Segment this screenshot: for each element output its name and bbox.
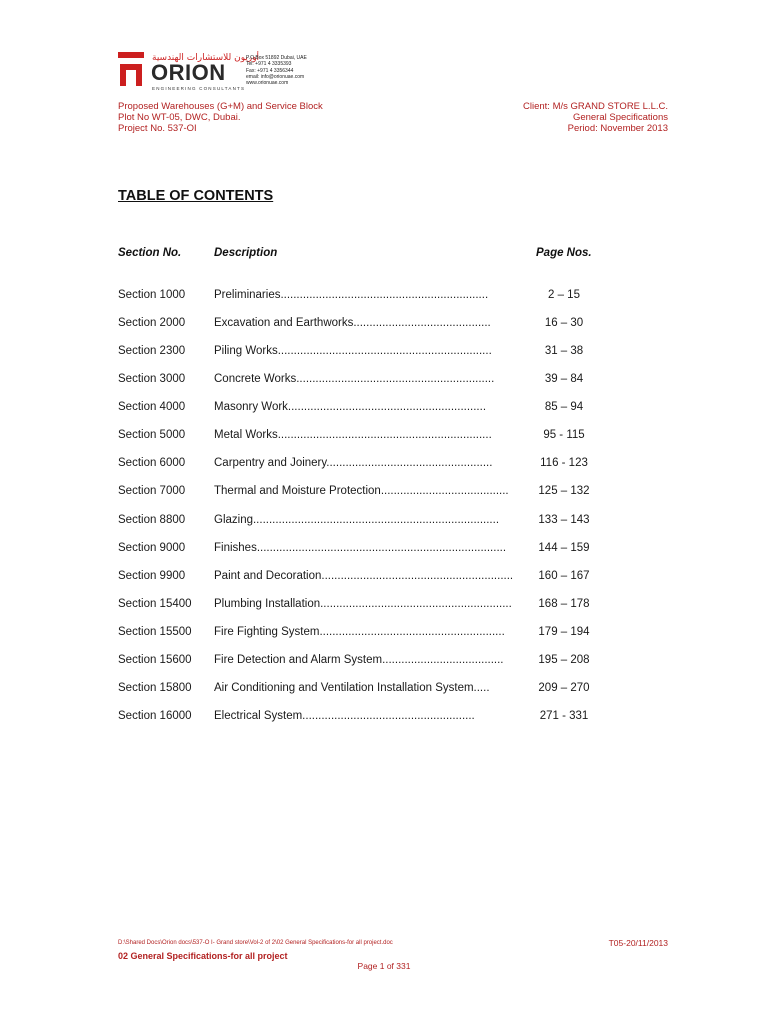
contact-tel: Tel: +971 4 3335393: [246, 61, 292, 68]
toc-description: Plumbing Installation............................................................: [214, 597, 512, 610]
toc-page-range: 179 – 194: [538, 625, 590, 638]
toc-section-number: Section 2300: [118, 345, 186, 358]
toc-section-number: Section 15400: [118, 597, 192, 610]
toc-page-range: 133 – 143: [538, 513, 590, 526]
toc-section-number: Section 3000: [118, 373, 186, 386]
toc-row: [0, 514, 768, 542]
toc-row: [0, 710, 768, 738]
toc-description: Electrical System......................................................: [214, 709, 475, 722]
toc-description: Preliminaries.................................................................: [214, 289, 489, 301]
toc-page-range: 31 – 38: [544, 345, 584, 358]
column-header-section: Section No.: [118, 247, 182, 259]
toc-section-number: Section 4000: [118, 401, 186, 414]
toc-row: [0, 317, 768, 345]
contact-pobox: P.O.Box 51892 Dubai, UAE: [246, 55, 307, 61]
toc-page-range: 39 – 84: [544, 373, 584, 386]
contact-fax: Fax: +971 4 3356344: [246, 67, 294, 74]
toc-page-range: 271 - 331: [539, 709, 589, 722]
toc-section-number: Section 5000: [118, 429, 186, 442]
page-title: TABLE OF CONTENTS: [118, 188, 274, 204]
toc-row: [0, 289, 768, 317]
project-title: Proposed Warehouses (G+M) and Service Block: [118, 101, 323, 112]
toc-page-range: 144 – 159: [538, 541, 590, 554]
orion-logo-mark-icon: [118, 52, 144, 86]
toc-description: Fire Detection and Alarm System......................................: [214, 653, 504, 666]
toc-description: Fire Fighting System..........................................................: [214, 625, 505, 638]
toc-description: Piling Works...................................................................: [214, 345, 492, 358]
toc-page-range: 95 - 115: [543, 429, 585, 442]
client-name: Client: M/s GRAND STORE L.L.C.: [523, 101, 668, 112]
toc-page-range: 116 - 123: [540, 457, 588, 470]
toc-description: Metal Works...................................................................: [214, 429, 492, 442]
toc-section-number: Section 9900: [118, 569, 186, 582]
footer-page-number: Page 1 of 331: [357, 961, 411, 971]
toc-row: [0, 345, 768, 373]
toc-page-range: 85 – 94: [544, 401, 584, 414]
contact-web: www.orionuae.com: [246, 80, 289, 87]
toc-description: Air Conditioning and Ventilation Installation System.....: [214, 681, 490, 694]
toc-section-number: Section 16000: [118, 709, 192, 722]
toc-page-range: 168 – 178: [538, 597, 590, 610]
toc-section-number: Section 15600: [118, 653, 192, 666]
toc-description: Thermal and Moisture Protection........................................: [214, 485, 509, 498]
column-header-description: Description: [214, 247, 278, 259]
toc-description: Excavation and Earthworks...........................................: [214, 317, 491, 330]
document-type: General Specifications: [572, 112, 668, 123]
toc-page-range: 209 – 270: [538, 681, 590, 694]
toc-description: Paint and Decoration............................................................: [214, 569, 514, 582]
contact-block: [246, 55, 307, 86]
toc-section-number: Section 15800: [118, 681, 192, 694]
toc-row: [0, 401, 768, 429]
footer-doc-name: 02 General Specifications-for all project: [118, 951, 288, 961]
toc-page-range: 125 – 132: [538, 485, 590, 498]
toc-section-number: Section 15500: [118, 625, 192, 638]
toc-row: [0, 570, 768, 598]
toc-section-number: Section 8800: [118, 513, 186, 526]
toc-description: Carpentry and Joinery....................................................: [214, 457, 493, 470]
toc-page-range: 2 – 15: [548, 289, 580, 301]
footer-doc-code: T05-20/11/2013: [608, 938, 668, 948]
toc-row: [0, 542, 768, 570]
toc-row: [0, 485, 768, 513]
toc-description: Glazing.............................................................................: [214, 513, 500, 526]
plot-number: Plot No WT-05, DWC, Dubai.: [118, 112, 241, 123]
toc-description: Concrete Works..............................................................: [214, 373, 495, 386]
toc-page-range: 160 – 167: [538, 569, 590, 582]
footer-file-path: D:\Shared Docs\Orion docs\537-O I- Grand store\Vol-2 of 2\02 General Specifications-for all project.doc: [118, 940, 393, 946]
period: Period: November 2013: [567, 123, 668, 134]
client-header: [523, 101, 668, 134]
toc-section-number: Section 2000: [118, 317, 186, 330]
column-header-pages: Page Nos.: [536, 247, 592, 259]
toc-row: [0, 598, 768, 626]
toc-description: Finishes..............................................................................: [214, 541, 507, 554]
toc-section-number: Section 9000: [118, 541, 186, 554]
toc-row: [0, 429, 768, 457]
logo-arabic-text: أوريون للاستشارات الهندسية: [152, 53, 260, 63]
toc-row: [0, 626, 768, 654]
toc-description: Masonry Work..............................................................: [214, 401, 487, 414]
logo-tagline: ENGINEERING CONSULTANTS: [152, 86, 246, 91]
project-number: Project No. 537-OI: [118, 123, 197, 134]
toc-section-number: Section 1000: [118, 289, 186, 301]
toc-row: [0, 457, 768, 485]
toc-row: [0, 654, 768, 682]
toc-list: [0, 289, 768, 738]
project-header: [118, 101, 323, 134]
toc-section-number: Section 6000: [118, 457, 186, 470]
logo-name: ORION: [151, 60, 226, 85]
toc-row: [0, 373, 768, 401]
toc-row: [0, 682, 768, 710]
toc-page-range: 195 – 208: [538, 653, 590, 666]
contact-email: email: info@orionuae.com: [246, 73, 305, 80]
toc-section-number: Section 7000: [118, 485, 186, 498]
toc-page-range: 16 – 30: [544, 317, 584, 330]
